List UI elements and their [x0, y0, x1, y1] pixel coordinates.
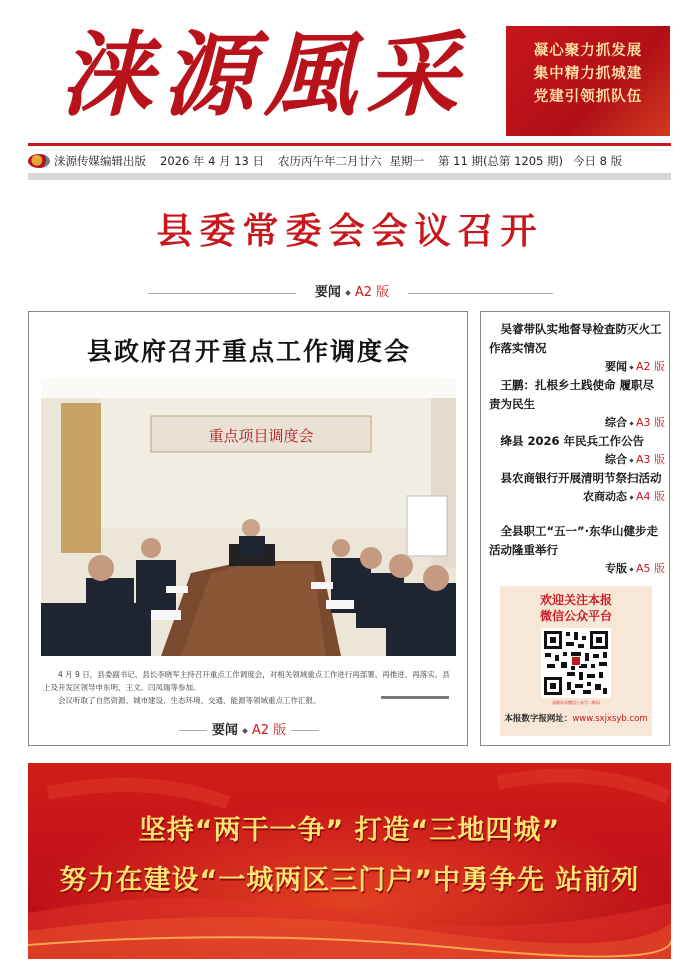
- issue-date: 2026 年 4 月 13 日: [160, 154, 264, 168]
- caption-paragraph: 会议听取了自然资源、城市建设、生态环境、交通、能源等领域重点工作汇报。: [58, 696, 321, 705]
- photographer-signature: [381, 696, 449, 699]
- index-item[interactable]: [489, 432, 665, 468]
- index-item-page-ref: [489, 414, 665, 431]
- publisher: 涞源传媒编辑出版: [54, 154, 146, 168]
- index-item-page-ref: [489, 488, 665, 505]
- index-item-title: 吴睿带队实地督导检查防灭火工作落实情况: [489, 322, 662, 355]
- diamond-dot-icon: [629, 421, 633, 425]
- diamond-dot-icon: [242, 728, 248, 734]
- slogan-line: 党建引领抓队伍: [533, 89, 643, 105]
- diamond-dot-icon: [629, 495, 633, 499]
- index-item[interactable]: [489, 522, 665, 577]
- slogan-box: [506, 26, 670, 136]
- qr-code-icon: [541, 628, 611, 698]
- wechat-qr-code[interactable]: [541, 628, 611, 698]
- meeting-photo: [41, 378, 456, 656]
- section-name: 综合: [604, 453, 627, 466]
- lead-page-ref[interactable]: [179, 722, 319, 740]
- index-item[interactable]: [489, 376, 665, 431]
- masthead-rule: [28, 143, 671, 146]
- issue-number: 第 11 期(总第 1205 期): [438, 154, 563, 168]
- main-headline[interactable]: 县委常委会会议召开: [156, 211, 544, 252]
- index-item-title: 全县职工“五一”·东华山健步走活动隆重举行: [489, 524, 658, 557]
- index-item[interactable]: [489, 469, 665, 505]
- banner-slogan-2: 努力在建设“一城两区三门户”中勇争先 站前列: [59, 865, 640, 896]
- headline-page-ref[interactable]: [296, 282, 408, 304]
- wechat-title: 欢迎关注本报: [539, 593, 612, 607]
- lunar-date: 农历丙午年二月廿六: [278, 154, 382, 168]
- section-name: 要闻: [604, 360, 627, 373]
- page-number: A3 版: [635, 416, 665, 429]
- section-name: 要闻: [314, 285, 341, 300]
- page-number: A2 版: [635, 360, 665, 373]
- index-item-page-ref: [489, 560, 665, 577]
- index-item[interactable]: [489, 320, 665, 375]
- masthead-gray-rule: [28, 173, 671, 180]
- wechat-promo: [500, 586, 652, 736]
- url-label: 本报数字报网址：: [504, 714, 573, 724]
- index-item-title: 绛县 2026 年民兵工作公告: [500, 434, 645, 448]
- page-number: A4 版: [635, 490, 665, 503]
- digital-edition-url[interactable]: [500, 712, 652, 724]
- url-value: www.sxjxsyb.com: [572, 714, 648, 724]
- caption-paragraph: 4 月 9 日，县委副书记、县长李晓军主持召开重点工作调度会，对相关领域重点工作进行再部署、再推进、再落实。县上及开发区领导申东明、王文、闫凤瑞等参加。: [43, 670, 450, 692]
- qr-caption: 涞源风采微信公众号二维码: [552, 700, 600, 705]
- index-item-title: 王鹏：扎根乡土践使命 履职尽责为民生: [489, 378, 655, 411]
- diamond-dot-icon: [345, 290, 351, 296]
- publisher-logo-icon: [28, 154, 50, 168]
- index-item-page-ref: [489, 451, 665, 468]
- weekday: 星期一: [389, 154, 424, 168]
- photo-caption: [43, 668, 455, 707]
- lead-story: [28, 311, 468, 746]
- slogan-line: 凝心聚力抓发展: [533, 43, 643, 59]
- section-name: 专版: [604, 562, 627, 575]
- page-count: 今日 8 版: [573, 154, 623, 168]
- section-name: 综合: [604, 416, 627, 429]
- dateline: [28, 150, 671, 172]
- index-item-page-ref: [489, 358, 665, 375]
- masthead-title: 涞源風采: [60, 21, 469, 129]
- diamond-dot-icon: [629, 365, 633, 369]
- page-number: A3 版: [635, 453, 665, 466]
- divider-line: [291, 730, 319, 731]
- page-number: A2 版: [251, 723, 287, 738]
- slogan-banner: [28, 763, 671, 959]
- page-number: A5 版: [635, 562, 665, 575]
- divider-line: [179, 730, 207, 731]
- meeting-photo-illustration: [41, 378, 456, 656]
- page-number: A2 版: [354, 285, 390, 300]
- banner-slogan-1: 坚持“两干一争” 打造“三地四城”: [138, 815, 561, 846]
- section-name: 农商动态: [582, 490, 627, 503]
- diamond-dot-icon: [629, 567, 633, 571]
- section-name: 要闻: [211, 723, 238, 738]
- wechat-subtitle: 微信公众平台: [539, 609, 612, 623]
- contents-index: [480, 311, 670, 746]
- index-item-title: 县农商银行开展清明节祭扫活动: [500, 471, 662, 485]
- photo-banner-text: 重点项目调度会: [208, 427, 314, 445]
- diamond-dot-icon: [629, 458, 633, 462]
- lead-story-title[interactable]: 县政府召开重点工作调度会: [86, 337, 411, 366]
- slogan-line: 集中精力抓城建: [533, 66, 643, 82]
